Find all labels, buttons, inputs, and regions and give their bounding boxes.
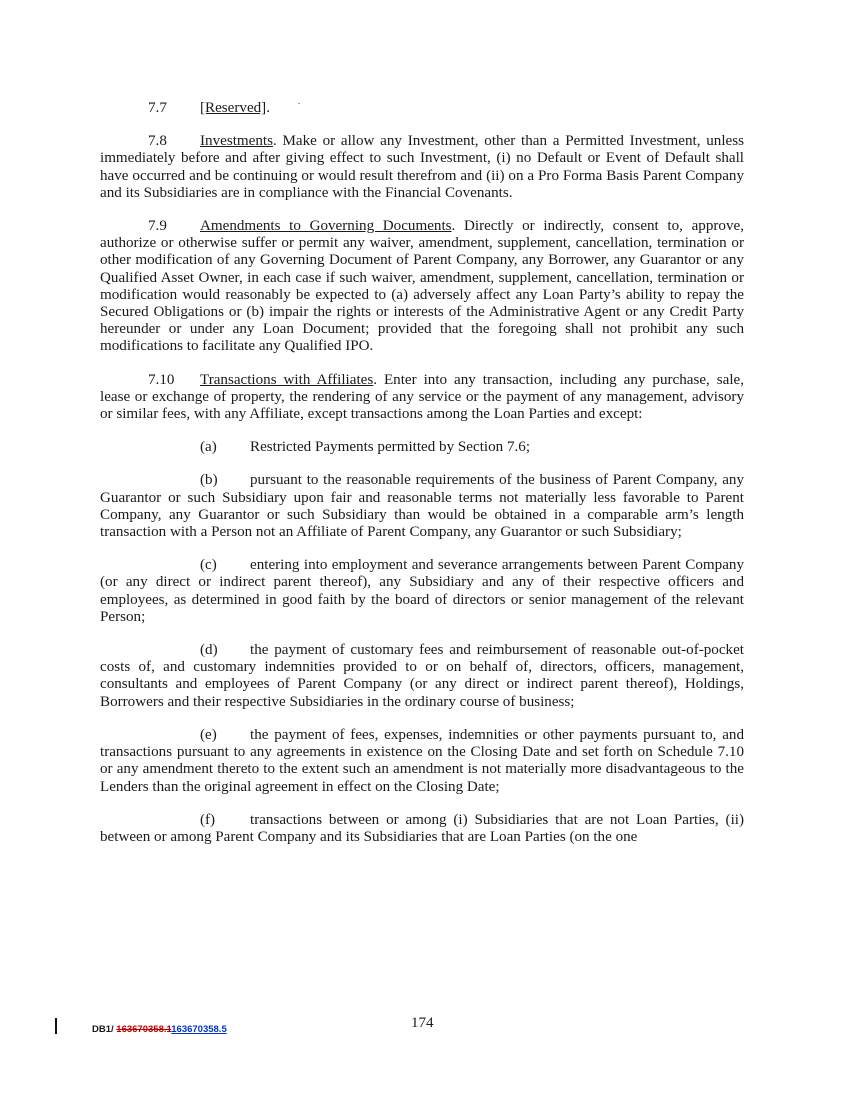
section-number: 7.8 (148, 133, 167, 150)
list-item-e (100, 727, 744, 796)
list-item-d (100, 642, 744, 711)
item-label: (d) (200, 642, 218, 659)
section-7-9 (100, 218, 744, 356)
document-id (92, 1024, 227, 1035)
item-text: Restricted Payments permitted by Section 7.6; (250, 439, 531, 456)
list-item-b (100, 472, 744, 541)
item-label: (c) (200, 557, 217, 574)
doc-prefix: DB1/ (92, 1024, 114, 1035)
doc-id-deleted: 163670358.1 (116, 1024, 172, 1035)
item-text: entering into employment and severance arrangements between Parent Company (or any direct or indirect parent thereof), any Subsidiary and any of their respective officers and employees, as determined in good faith by the board of directors or senior management of the relevant Person; (100, 557, 744, 625)
section-text: . Make or allow any Investment, other than a Permitted Investment, unless immediately before and after giving effect to such Investment, (i) no Default or Event of Default shall have occurred and be continuing or would result therefrom and (ii) on a Pro Forma Basis Parent Company and its Subsidiaries are in compliance with the Financial Covenants. (100, 133, 744, 201)
item-text: transactions between or among (i) Subsidiaries that are not Loan Parties, (ii) between or among Parent Company and its Subsidiaries that are Loan Parties (on the one (100, 811, 744, 845)
section-title: [Reserved] (200, 100, 267, 116)
page-number: 174 (411, 1015, 434, 1031)
item-label: (e) (200, 726, 217, 743)
item-text: pursuant to the reasonable requirements of the business of Parent Company, any Guarantor or such Subsidiary upon fair and reasonable terms not materially less favorable to Parent Company, any Guarantor or such Subsidiary than would be obtained in a comparable arm’s length transaction with a Person not an Affiliate of Parent Company, any Guarantor or such Subsidiary; (100, 472, 744, 541)
doc-id-inserted: 163670358.5 (171, 1024, 227, 1035)
item-label: (b) (200, 472, 218, 489)
section-number: 7.7 (148, 100, 167, 116)
item-text: the payment of customary fees and reimbursement of reasonable out-of-pocket costs of, and customary indemnities provided to or on behalf of, directors, officers, management, consultants and employees of Parent Company (or any direct or indirect parent thereof), Holdings, Borrowers and their respective Subsidiaries in the ordinary course of business; (100, 642, 744, 710)
section-title: Transactions with Affiliates (200, 371, 374, 388)
section-7-7 (100, 100, 744, 117)
body-text (100, 100, 744, 846)
list-item-f (100, 812, 744, 846)
section-title: Amendments to Governing Documents (200, 218, 452, 235)
item-text: the payment of fees, expenses, indemnities or other payments pursuant to, and transactions pursuant to any agreements in existence on the Closing Date and set forth on Schedule 7.10 or any amendment thereto to the extent such an amendment is not materially more disadvantageous to the Lenders than the original agreement in effect on the Closing Date; (100, 726, 744, 795)
section-text: . Directly or indirectly, consent to, approve, authorize or otherwise suffer or permit any waiver, amendment, supplement, cancellation, termination or other modification of any Governing Document of Parent Company, any Borrower, any Guarantor or any Qualified Asset Owner, in each case if such waiver, amendment, supplement, cancellation, termination or modification would reasonably be expected to (a) adversely affect any Loan Party’s ability to repay the Secured Obligations or (b) impair the rights or interests of the Administrative Agent or any Credit Party hereunder or under any Loan Document; provided that the foregoing shall not prohibit any such modifications to facilitate any Qualified IPO. (100, 218, 744, 355)
section-text: . Enter into any transaction, including any purchase, sale, lease or exchange of property, the rendering of any service or the payment of any management, advisory or similar fees, with any Affiliate, except transactions among the Loan Parties and except: (100, 371, 744, 423)
section-text: . (266, 100, 270, 116)
list-item-c (100, 557, 744, 626)
section-7-8 (100, 133, 744, 202)
section-number: 7.9 (148, 218, 167, 235)
section-title: Investments (200, 133, 273, 150)
section-7-10 (100, 372, 744, 424)
section-number: 7.10 (148, 371, 175, 388)
item-label: (f) (200, 811, 216, 828)
item-label: (a) (200, 439, 217, 456)
list-item-a (100, 439, 744, 456)
change-bar (55, 1018, 57, 1034)
